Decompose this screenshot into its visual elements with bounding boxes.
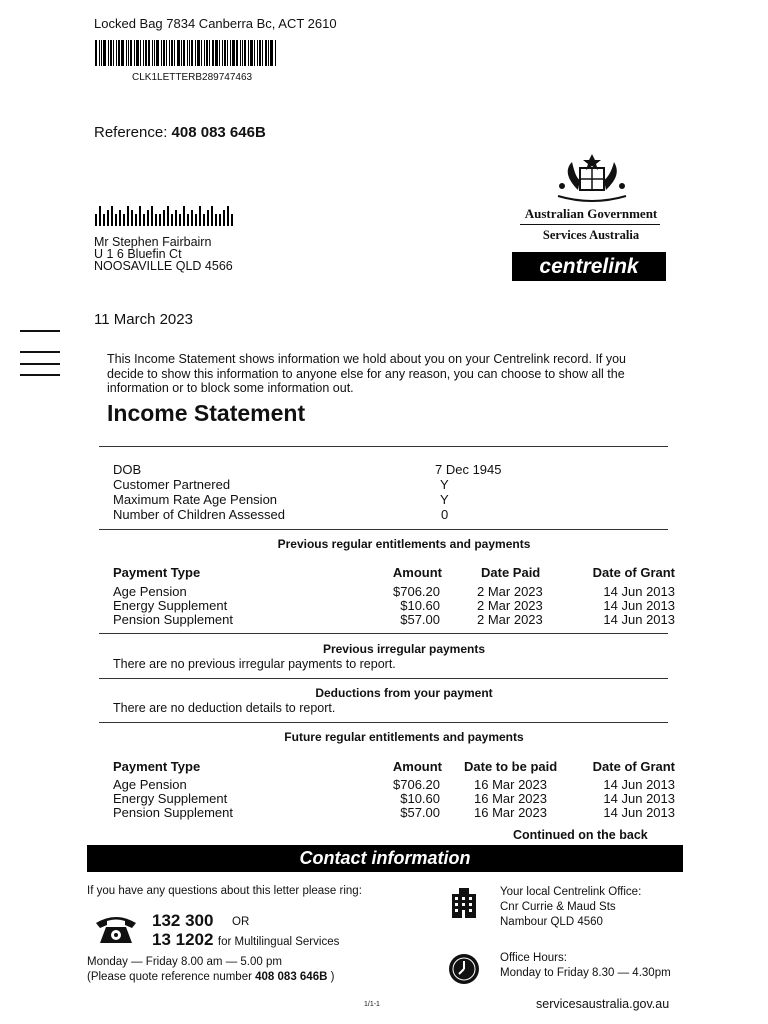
barcode-bar [187,40,188,66]
col-amount: Amount [392,759,442,774]
office-building-icon [448,886,480,918]
detail-value: Y [440,492,449,507]
barcode-bar [195,214,197,226]
cell-amount: $706.20 [393,584,440,599]
barcode-bar [163,210,165,226]
col-date-of-grant: Date of Grant [592,565,675,580]
barcode-bar [181,40,182,66]
section-title-deductions: Deductions from your payment [315,686,493,700]
section-title-irregular: Previous irregular payments [322,642,486,656]
barcode-bar [143,40,144,66]
barcode-bar [179,214,181,226]
barcode-bar [152,40,153,66]
barcode-bar [143,214,145,226]
barcode-bar [108,40,109,66]
detail-label: DOB [113,462,142,477]
barcode-bar [227,206,229,226]
barcode-bar [95,40,97,66]
detail-value: 0 [441,507,449,522]
barcode-bar [135,214,137,226]
cell-grant: 14 Jun 2013 [603,805,675,820]
detail-row [113,493,675,507]
barcode-bar [177,40,180,66]
recipient-line1: U 1 6 Bluefin Ct [94,247,182,261]
barcode-bar [270,40,273,66]
barcode-bar [265,40,267,66]
logo-agency: Services Australia [542,228,640,242]
telephone-icon [94,913,138,945]
barcode-bar [147,210,149,226]
quote-pre: (Please quote reference number [87,971,252,983]
barcode-bar [224,40,226,66]
page-title: Income Statement [107,400,306,426]
coat-of-arms-icon [550,150,634,206]
barcode-bar [131,210,133,226]
table-row [113,599,675,613]
logo-divider [520,224,660,225]
centrelink-logo: centrelink [512,252,666,281]
col-date-to-be-paid: Date to be paid [464,759,558,774]
table-row [113,778,675,792]
office-line2: Nambour QLD 4560 [500,916,603,928]
barcode-bar [127,206,129,226]
quote-ref: 408 083 646B [255,971,328,983]
intro-text: This Income Statement shows information we hold about you on your Centrelink record. If you decide to show this information to anyone else for any reason, you can choose to show all the information or to block some information out. [107,352,627,395]
barcode-bar [126,40,127,66]
barcode-bar [161,40,162,66]
page-number: 1/1-1 [364,1001,380,1008]
reference-label: Reference: [94,124,168,141]
office-hours [500,951,671,981]
barcode-bar [107,210,109,226]
detail-label: Number of Children Assessed [113,507,285,522]
barcode-bar [219,40,220,66]
barcode-bar [154,40,155,66]
barcode-bar [99,206,101,226]
divider [99,446,668,447]
barcode-bar [187,214,189,226]
barcode-bar [257,40,258,66]
continued-note: Continued on the back [513,828,648,842]
barcode-bar [119,210,121,226]
detail-row [113,478,675,492]
recipient-name: Mr Stephen Fairbairn [94,235,212,249]
barcode-bar [191,40,193,66]
barcode-bar [209,40,210,66]
quote-reference [87,971,334,983]
fold-mark [20,351,60,353]
fold-mark [20,330,60,332]
cell-type: Pension Supplement [113,612,233,627]
barcode-bar [219,214,221,226]
barcode-bar [201,40,202,66]
barcode-bar [103,40,106,66]
postal-barcode [95,40,311,66]
divider [99,529,668,530]
barcode-bar [236,40,238,66]
section-title-previous: Previous regular entitlements and payments [277,537,531,551]
barcode-bar [115,214,117,226]
cell-amount: $57.00 [400,805,440,820]
col-payment-type: Payment Type [113,565,201,580]
table-row [113,613,675,627]
recipient-line2: NOOSAVILLE QLD 4566 [94,259,233,273]
barcode-bar [166,40,167,66]
barcode-bar [206,40,208,66]
recipient-address [94,236,233,272]
mail-barcode [95,206,237,226]
office-address [500,885,641,930]
barcode-bar [212,40,214,66]
barcode-bar [197,40,200,66]
cell-type: Age Pension [113,777,187,792]
divider [99,722,668,723]
table-header [113,566,675,580]
table-row [113,806,675,820]
barcode-bar [215,40,218,66]
barcode-bar [171,214,173,226]
barcode-bar [215,214,217,226]
detail-row [113,463,675,477]
barcode-code: CLK1LETTERB289747463 [132,72,253,83]
reference-number: 408 083 646B [171,124,266,141]
barcode-bar [199,206,201,226]
barcode-bar [136,40,139,66]
cell-date: 2 Mar 2023 [477,584,543,599]
cell-type: Age Pension [113,584,187,599]
detail-row [113,508,675,522]
office-title: Your local Centrelink Office: [500,886,642,898]
barcode-bar [171,40,173,66]
phone-number-1: 132 300 [152,911,214,930]
phone-number-2: 13 1202 [152,930,214,949]
barcode-bar [230,40,231,66]
barcode-bar [140,40,141,66]
detail-value: Y [440,477,449,492]
barcode-bar [128,40,129,66]
barcode-bar [174,40,175,66]
barcode-bar [268,40,269,66]
cell-amount: $706.20 [393,777,440,792]
cell-type: Energy Supplement [113,598,228,613]
divider [99,678,668,679]
cell-date: 16 Mar 2023 [474,791,547,806]
barcode-bar [118,40,120,66]
barcode-bar [175,210,177,226]
cell-amount: $10.60 [400,598,440,613]
divider [99,633,668,634]
cell-type: Energy Supplement [113,791,228,806]
cell-date: 16 Mar 2023 [474,805,547,820]
cell-grant: 14 Jun 2013 [603,791,675,806]
col-amount: Amount [392,565,442,580]
barcode-bar [169,40,170,66]
footer-website: servicesaustralia.gov.au [536,997,670,1011]
barcode-bar [116,40,117,66]
detail-label: Customer Partnered [113,477,231,492]
barcode-bar [111,206,113,226]
phone-hours: Monday — Friday 8.00 am — 5.00 pm [87,956,282,968]
barcode-bar [242,40,243,66]
office-hours-text: Monday to Friday 8.30 — 4.30pm [500,967,671,979]
col-date-paid: Date Paid [481,565,541,580]
detail-label: Maximum Rate Age Pension [113,492,278,507]
barcode-bar [275,40,276,66]
sender-address: Locked Bag 7834 Canberra Bc, ACT 2610 [94,16,337,31]
deductions-text: There are no deduction details to report. [113,701,336,715]
barcode-bar [232,40,235,66]
barcode-bar [167,206,169,226]
barcode-bar [148,40,150,66]
phone-line-2 [152,930,339,950]
clock-icon [448,953,480,985]
or-text: OR [232,916,250,928]
cell-amount: $10.60 [400,791,440,806]
barcode-bar [145,40,147,66]
barcode-bar [262,40,263,66]
col-date-of-grant: Date of Grant [592,759,675,774]
cell-type: Pension Supplement [113,805,233,820]
table-row [113,585,675,599]
barcode-bar [163,40,165,66]
barcode-bar [248,40,249,66]
barcode-bar [95,214,97,226]
barcode-bar [250,40,253,66]
barcode-bar [183,40,185,66]
barcode-bar [134,40,135,66]
barcode-bar [183,206,185,226]
barcode-bar [240,40,241,66]
barcode-bar [195,40,196,66]
barcode-bar [101,40,102,66]
barcode-bar [204,40,205,66]
barcode-bar [110,40,112,66]
barcode-bar [222,40,223,66]
fold-mark [20,374,60,376]
office-hours-title: Office Hours: [500,952,567,964]
barcode-bar [207,210,209,226]
barcode-bar [211,206,213,226]
table-row [113,792,675,806]
col-payment-type: Payment Type [113,759,201,774]
quote-post: ) [330,971,335,983]
barcode-bar [103,214,105,226]
barcode-bar [227,40,228,66]
barcode-bar [244,40,246,66]
cell-grant: 14 Jun 2013 [603,612,675,627]
barcode-bar [113,40,114,66]
cell-amount: $57.00 [400,612,440,627]
cell-date: 16 Mar 2023 [474,777,547,792]
table-header [113,760,675,774]
barcode-bar [254,40,255,66]
barcode-bar [159,214,161,226]
logo-government: Australian Government [524,206,658,221]
barcode-bar [123,214,125,226]
questions-text: If you have any questions about this letter please ring: [87,885,362,897]
barcode-bar [99,40,100,66]
barcode-bar [203,214,205,226]
barcode-bar [121,40,124,66]
cell-date: 2 Mar 2023 [477,612,543,627]
letter-date: 11 March 2023 [94,311,193,328]
reference-line [94,124,266,141]
barcode-bar [155,214,157,226]
detail-value: 7 Dec 1945 [435,462,502,477]
barcode-bar [231,214,233,226]
multilingual-text: for Multilingual Services [217,936,340,948]
contact-banner: Contact information [87,845,683,872]
cell-grant: 14 Jun 2013 [603,777,675,792]
fold-mark [20,363,60,365]
cell-grant: 14 Jun 2013 [603,598,675,613]
barcode-bar [156,40,159,66]
barcode-bar [259,40,261,66]
barcode-bar [130,40,132,66]
barcode-bar [139,206,141,226]
barcode-bar [223,210,225,226]
section-title-future: Future regular entitlements and payments [284,730,524,744]
cell-date: 2 Mar 2023 [477,598,543,613]
irregular-text: There are no previous irregular payments to report. [113,657,396,671]
cell-grant: 14 Jun 2013 [603,584,675,599]
barcode-bar [191,210,193,226]
office-line1: Cnr Currie & Maud Sts [500,901,616,913]
barcode-bar [189,40,190,66]
barcode-bar [151,206,153,226]
